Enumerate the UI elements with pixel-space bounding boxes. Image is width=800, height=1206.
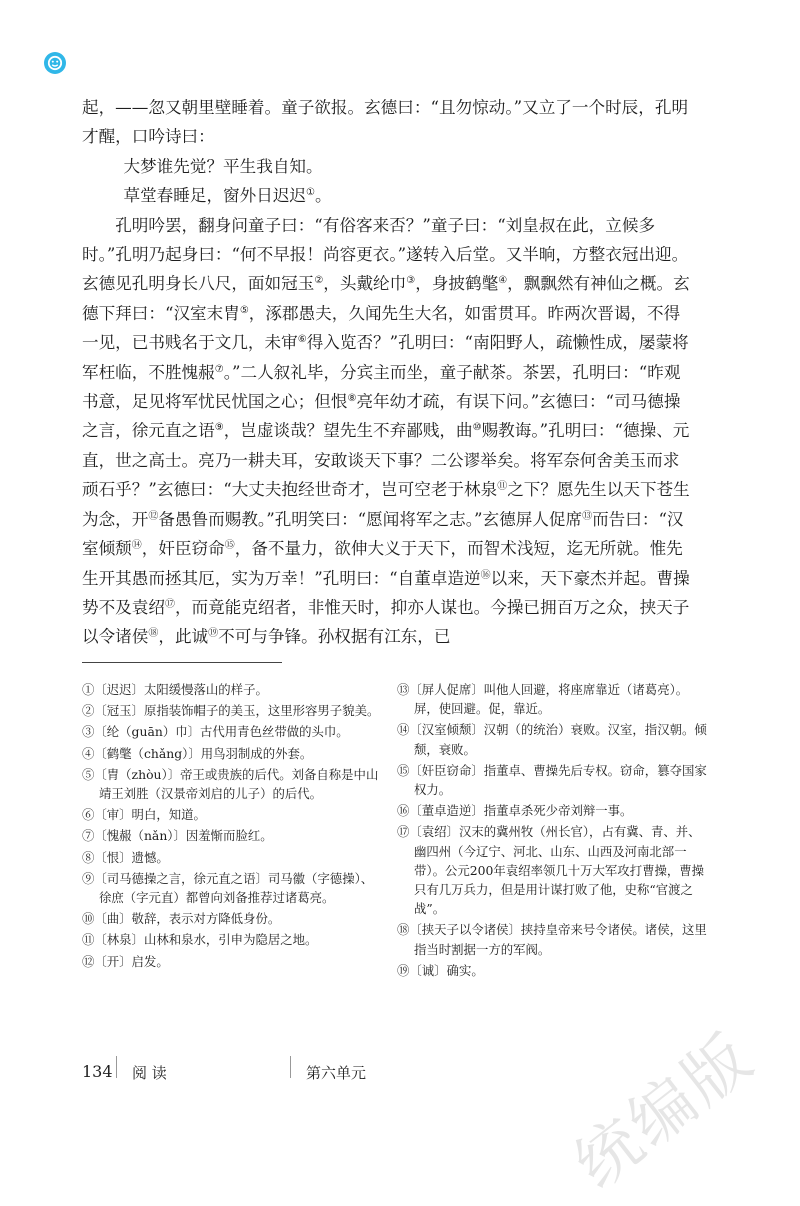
footnote-marker: ① — [306, 187, 315, 199]
page-number: 134 — [82, 1062, 113, 1081]
text-segment: ，此诚 — [158, 627, 209, 647]
text-segment: 备愚鲁而赐教。”孔明笑曰：“愿闻将军之志。”玄德屏人促席 — [158, 509, 583, 529]
footnote-item: ⑬〔屏人促席〕叫他人回避，将座席靠近（诸葛亮）。屏，使回避。促，靠近。 — [397, 682, 689, 717]
footer-unit: 第六单元 — [306, 1064, 367, 1082]
text-segment: 大梦谁先觉？平生我自知。 — [123, 156, 323, 176]
footnote-item: ⑦〔愧赧（nǎn）〕因羞惭而脸红。 — [82, 828, 273, 844]
footnote-marker: ③ — [406, 275, 416, 287]
footnote-marker: ⑤ — [239, 304, 249, 316]
footnote-marker: ② — [314, 275, 324, 287]
text-segment: 孔明吟罢，翻身问童子曰：“有俗客来否？”童子曰：“刘皇叔在此，立候多时。”孔明乃起身曰：“何不早报！尚容更衣。”遂转入后堂。又半晌，方整衣冠出迎。玄德见孔明身长八尺，面如冠玉 — [82, 215, 689, 294]
footnote-marker: ④ — [498, 275, 508, 287]
footnote-marker: ⑧ — [347, 393, 357, 405]
text-segment: ，奸臣窃命 — [141, 539, 225, 559]
footer-section: 阅 读 — [132, 1064, 167, 1082]
text-segment: 起，——忽又朝里壁睡着。童子欲报。玄德曰：“且勿惊动。”又立了一个时辰，孔明才醒，口吟诗曰： — [82, 98, 689, 147]
footnote-marker: ⑰ — [164, 598, 175, 610]
footnote-item: ⑩〔曲〕敬辞，表示对方降低身份。 — [82, 911, 281, 927]
footer-separator — [290, 1056, 291, 1078]
footnote-item: ⑥〔审〕明白，知道。 — [82, 807, 206, 823]
footnote-item: ④〔鹤氅（chǎng）〕用鸟羽制成的外套。 — [82, 745, 313, 761]
footnote-item: ⑨〔司马德操之言，徐元直之语〕司马徽（字德操）、徐庶（字元直）都曾向刘备推荐过诸葛亮。 — [82, 870, 374, 906]
footnote-item: ⑲〔诚〕确实。 — [397, 962, 484, 978]
main-text — [82, 93, 692, 652]
text-segment: ，涿郡愚夫，久闻先生大名，如雷贯耳。昨两次晋谒，不得一见，已书贱名于文几，未审 — [82, 303, 681, 353]
footnote-marker: ⑥ — [297, 334, 307, 346]
footnote-marker: ⑨ — [214, 422, 224, 434]
footnote-marker: ⑯ — [480, 569, 491, 581]
text-segment: ，头戴纶巾 — [323, 274, 407, 294]
text-segment: 草堂春睡足，窗外日迟迟 — [123, 186, 307, 206]
footnote-item: ⑭〔汉室倾颓〕汉朝（的统治）衰败。汉室，指汉朝。倾颓，衰败。 — [397, 722, 707, 757]
footnote-item: ⑤〔胄（zhòu）〕帝王或贵族的后代。刘备自称是中山靖王刘胜（汉景帝刘启的儿子）的后代。 — [82, 766, 379, 802]
footnote-marker: ⑱ — [148, 628, 159, 640]
text-segment: 之下？愿先生以天下苍生为念，开 — [82, 480, 690, 529]
footnote-marker: ⑭ — [131, 540, 142, 552]
footnote-item: ⑱〔挟天子以令诸侯〕挟持皇帝来号令诸侯。诸侯，这里指当时割据一方的军阀。 — [397, 922, 707, 957]
footnote-item: ⑧〔恨〕遗憾。 — [82, 849, 169, 865]
footnote-marker: ⑩ — [472, 422, 482, 434]
poem-line — [82, 152, 692, 181]
text-segment: 不可与争锋。孙权据有江东，已 — [218, 627, 451, 647]
footnote-item: ⑰〔袁绍〕汉末的冀州牧（州长官），占有冀、青、并、幽四州（今辽宁、河北、山东、山西及河南北部一带）。公元200年袁绍率领几十万大军攻打曹操，曹操只有几万兵力，但是用计谋打败了他，史称“官渡之战”。 — [397, 824, 705, 917]
body-paragraph — [82, 211, 692, 652]
footnote-item: ②〔冠玉〕原指装饰帽子的美玉，这里形容男子貌美。 — [82, 703, 380, 719]
text-segment: 以来，天下豪杰并起。曹操势不及袁绍 — [82, 568, 690, 617]
smiley-icon — [44, 52, 66, 74]
footnote-item: ⑯〔董卓造逆〕指董卓杀死少帝刘辩一事。 — [397, 803, 633, 819]
footnote-marker: ⑲ — [208, 628, 219, 640]
text-segment: ，岂虚谈哉？望先生不弃鄙贱，曲 — [223, 421, 473, 441]
footer-separator — [116, 1056, 117, 1078]
footnote-item: ③〔纶（guān）巾〕古代用青色丝带做的头巾。 — [82, 724, 349, 740]
footnote-marker: ⑦ — [214, 363, 224, 375]
text-segment: ，备不量力，欲伸大义于天下，而智术浅短，迄无所就。惟先生开其愚而拯其厄，实为万幸！”孔明曰：“自董卓造逆 — [82, 539, 683, 588]
poem-line — [82, 181, 692, 210]
footnote-marker: ⑪ — [497, 481, 508, 493]
footnote-marker: ⑬ — [582, 510, 593, 522]
text-segment: 而告曰：“汉室倾颓 — [82, 509, 684, 559]
footnote-marker: ⑫ — [148, 510, 159, 522]
footnote-marker: ⑮ — [224, 540, 235, 552]
text-segment: ，身披鹤氅 — [415, 274, 499, 294]
text-segment: 亮年幼才疏，有误下问。”玄德曰：“司马德操之言，徐元直之语 — [82, 392, 681, 441]
footnote-item: ⑫〔开〕启发。 — [82, 953, 169, 969]
watermark-text: 统编版 — [561, 1019, 769, 1204]
text-segment: ，飘飘然有神仙之概。玄德下拜曰：“汉室末胄 — [82, 274, 690, 323]
footnote-item: ⑮〔奸臣窃命〕指董卓、曹操先后专权。窃命，篡夺国家权力。 — [397, 762, 707, 798]
footnotes-right-column — [397, 680, 712, 982]
body-paragraph — [82, 93, 692, 152]
text-segment: 赐教诲。”孔明曰：“德操、元直，世之高士。亮乃一耕夫耳，安敢谈天下事？二公谬举矣。将军奈何舍美玉而求顽石乎？”玄德曰：“大丈夫抱经世奇才，岂可空老于林泉 — [82, 421, 690, 500]
footnote-divider — [82, 662, 282, 663]
footnote-item: ①〔迟迟〕太阳缓慢落山的样子。 — [82, 682, 268, 697]
text-segment: 。”二人叙礼毕，分宾主而坐，童子献茶。茶罢，孔明曰：“昨观书意，足见将军忧民忧国之心；但恨 — [82, 362, 681, 412]
text-segment: 。 — [315, 186, 332, 206]
footnotes-left-column — [82, 680, 382, 973]
footnote-item: ⑪〔林泉〕山林和泉水，引申为隐居之地。 — [82, 932, 318, 948]
text-segment: 得入览否？”孔明曰：“南阳野人，疏懒性成，屡蒙将军枉临，不胜愧赧 — [82, 333, 689, 382]
text-segment: ，而竟能克绍者，非惟天时，抑亦人谋也。今操已拥百万之众，挟天子以令诸侯 — [82, 597, 690, 647]
